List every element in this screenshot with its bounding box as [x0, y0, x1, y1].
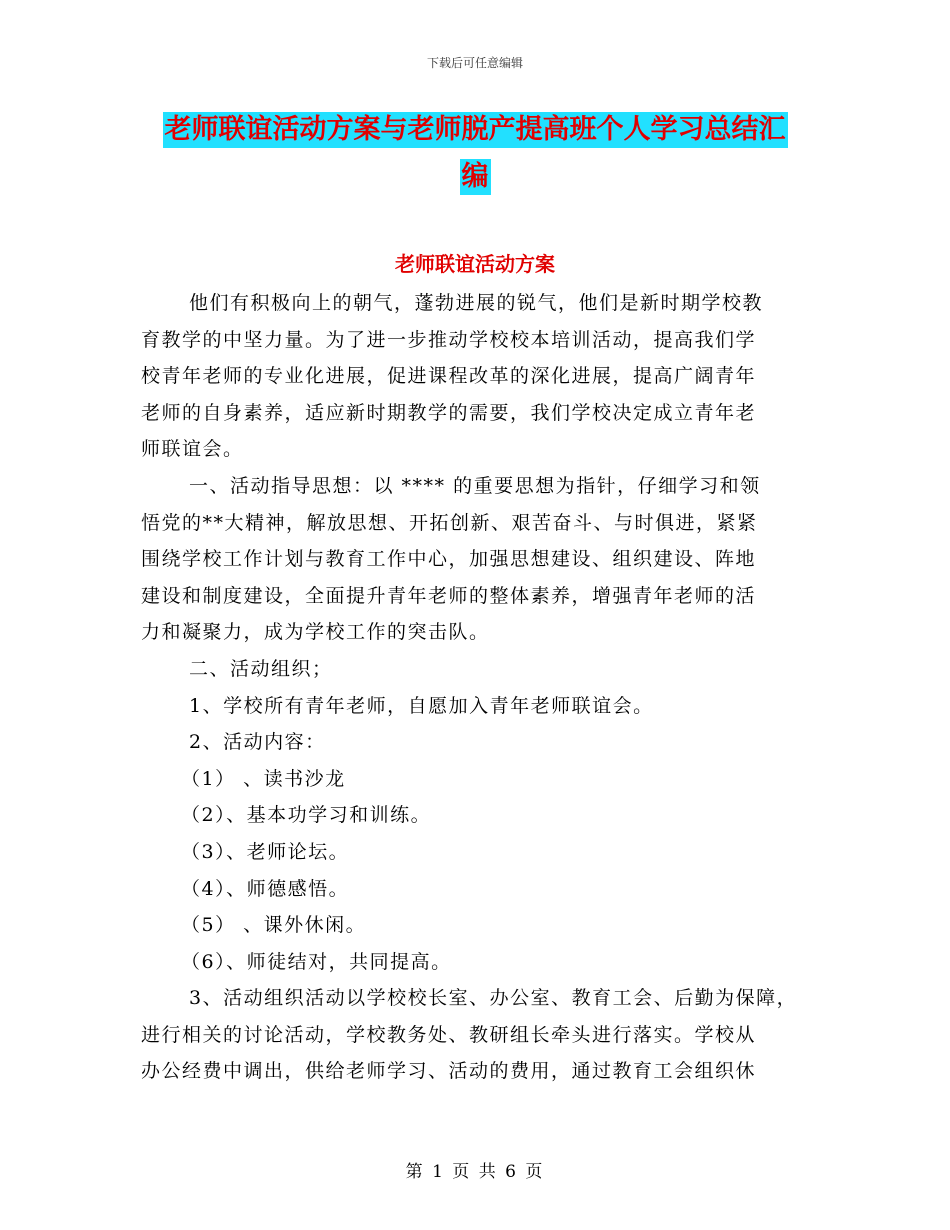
list-item: （5） 、课外休闲。 — [181, 914, 367, 937]
document-body — [141, 293, 821, 1098]
paragraph-line: 一、活动指导思想：以 **** 的重要思想为指针，仔细学习和领 — [189, 474, 761, 497]
section-title: 老师联谊活动方案 — [395, 252, 555, 276]
list-item: （2）、基本功学习和训练。 — [181, 804, 432, 827]
document-title — [0, 112, 950, 195]
list-item: （6）、师徒结对，共同提高。 — [181, 950, 452, 973]
document-title-line-2: 编 — [460, 159, 491, 195]
paragraph-line: 力和凝聚力，成为学校工作的突击队。 — [141, 621, 490, 644]
paragraph-line: 围绕学校工作计划与教育工作中心，加强思想建设、组织建设、阵地 — [141, 548, 757, 571]
paragraph-line: 校青年老师的专业化进展，促进课程改革的深化进展，提高广阔青年 — [141, 365, 757, 388]
list-item: （1） 、读书沙龙 — [181, 767, 346, 790]
paragraph-line: 老师的自身素养，适应新时期教学的需要，我们学校决定成立青年老 — [141, 401, 757, 424]
paragraph-line: 办公经费中调出，供给老师学习、活动的费用，通过教育工会组织休 — [141, 1060, 757, 1083]
paragraph-line: 2、活动内容： — [189, 731, 326, 754]
paragraph-line: 师联谊会。 — [141, 438, 244, 461]
paragraph-line: 建设和制度建设，全面提升青年老师的整体素养，增强青年老师的活 — [141, 584, 757, 607]
list-item: （3）、老师论坛。 — [181, 840, 350, 863]
paragraph-line: 悟党的**大精神，解放思想、开拓创新、艰苦奋斗、与时俱进，紧紧 — [141, 511, 758, 534]
page-header-note: 下载后可任意编辑 — [426, 56, 523, 70]
page-footer: 第 1 页 共 6 页 — [405, 1162, 545, 1182]
paragraph-line: 1、学校所有青年老师，自愿加入青年老师联谊会。 — [189, 694, 654, 717]
paragraph-line: 3、活动组织活动以学校校长室、办公室、教育工会、后勤为保障， — [189, 987, 798, 1010]
document-title-line-1: 老师联谊活动方案与老师脱产提高班个人学习总结汇 — [163, 112, 788, 148]
list-item: （4）、师德感悟。 — [181, 877, 350, 900]
paragraph-line: 育教学的中坚力量。为了进一步推动学校校本培训活动，提高我们学 — [141, 328, 757, 351]
paragraph-line: 进行相关的讨论活动，学校教务处、教研组长牵头进行落实。学校从 — [141, 1023, 757, 1046]
paragraph-line: 他们有积极向上的朝气，蓬勃进展的锐气，他们是新时期学校教 — [189, 292, 764, 314]
paragraph-line: 二、活动组织； — [189, 657, 333, 680]
